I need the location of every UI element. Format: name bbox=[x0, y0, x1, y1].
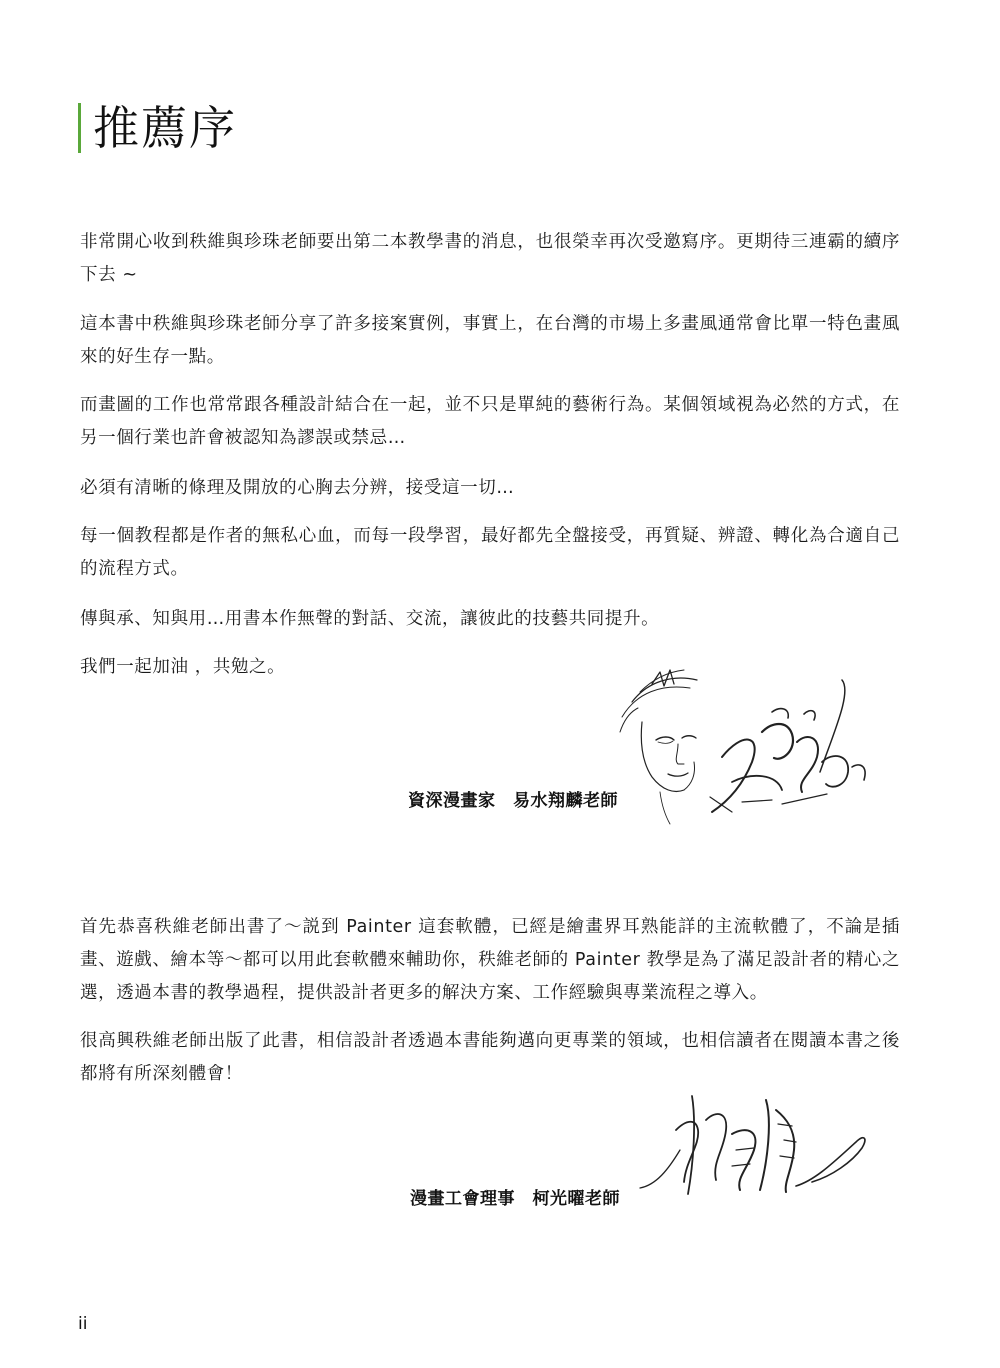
paragraph: 傳與承、知與用…用書本作無聲的對話、交流，讓彼此的技藝共同提升。 bbox=[80, 609, 660, 629]
paragraph: 必須有清晰的條理及開放的心胸去分辨，接受這一切… bbox=[80, 478, 515, 498]
page-title-block bbox=[78, 100, 237, 156]
portrait-sketch-signature-image bbox=[612, 662, 882, 827]
paragraph: 非常開心收到秩維與珍珠老師要出第二本教學書的消息，也很榮幸再次受邀寫序。更期待三連霸的續序下去 ~ bbox=[80, 232, 900, 285]
handwritten-signature-image bbox=[636, 1090, 876, 1200]
paragraph: 這本書中秩維與珍珠老師分享了許多接案實例，事實上，在台灣的市場上多畫風通常會比單一特色畫風來的好生存一點。 bbox=[80, 314, 900, 367]
title-accent-bar bbox=[78, 103, 81, 153]
paragraph: 很高興秩維老師出版了此書，相信設計者透過本書能夠邁向更專業的領域，也相信讀者在閱讀本書之後都將有所深刻體會！ bbox=[80, 1031, 900, 1084]
author-credit-1: 資深漫畫家 易水翔麟老師 bbox=[408, 791, 618, 811]
paragraph: 每一個教程都是作者的無私心血，而每一段學習，最好都先全盤接受，再質疑、辨證、轉化為合適自己的流程方式。 bbox=[80, 526, 900, 579]
paragraph: 我們一起加油 ，共勉之。 bbox=[80, 657, 286, 677]
author-credit-2: 漫畫工會理事 柯光曜老師 bbox=[410, 1189, 620, 1209]
page-number: ii bbox=[78, 1314, 88, 1334]
paragraph: 首先恭喜秩維老師出書了～説到 Painter 這套軟體，已經是繪畫界耳熟能詳的主流軟體了，不論是插畫、遊戲、繪本等～都可以用此套軟體來輔助你，秩維老師的 Painter 教學是為了滿足設計者的精心之選，透過本書的教學過程，提供設計者更多的解決方案、工作經驗與專業流程之導入。 bbox=[80, 917, 900, 1003]
page-title: 推薦序 bbox=[93, 101, 237, 155]
paragraph: 而畫圖的工作也常常跟各種設計結合在一起，並不只是單純的藝術行為。某個領域視為必然的方式，在另一個行業也許會被認知為謬誤或禁忌… bbox=[80, 395, 900, 448]
